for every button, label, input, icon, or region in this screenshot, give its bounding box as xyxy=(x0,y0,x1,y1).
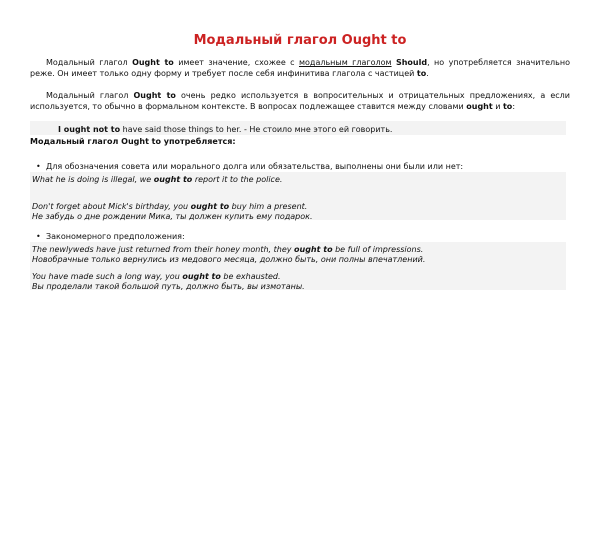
bold-term: ought to xyxy=(182,272,221,281)
bold-term: to xyxy=(502,102,513,111)
modal-verb-link[interactable]: модальным глаголом xyxy=(298,58,392,67)
text: The newlyweds have just returned from their honey month, they xyxy=(32,245,295,254)
list-item: • Для обозначения совета или морального долга или обязательства, выполнены они были или нет: xyxy=(36,162,464,171)
bold-term: ought xyxy=(466,102,493,111)
bold-term: ought to xyxy=(153,175,193,184)
text: What he is doing is illegal, we xyxy=(32,175,154,184)
text: have said those things to her. - Не стоило мне этого ей говорить. xyxy=(120,125,393,134)
text: Don't forget about Mick's birthday, you xyxy=(32,202,191,211)
page-title: Модальный глагол Ought to xyxy=(193,33,407,48)
text: : xyxy=(512,102,516,111)
text: Модальный глагол xyxy=(46,91,134,100)
list-item: • Закономерного предположения: xyxy=(36,232,185,241)
example-ru: Не забудь о дне рождении Мика, ты должен купить ему подарок. xyxy=(32,212,313,221)
example-en xyxy=(32,174,282,185)
bold-term: to xyxy=(416,69,427,78)
intro-paragraph xyxy=(30,57,570,79)
bold-term: Ought to xyxy=(132,58,174,67)
text: очень редко используется в вопросительных и отрицательных предложениях, а если используется, то обычно в формальном контексте. В вопросах подлежащее ставится между словами xyxy=(30,91,570,111)
text: имеет значение, схожее с xyxy=(173,58,299,67)
bold-term: Ought to xyxy=(133,91,176,100)
bold-term: Should xyxy=(395,58,428,67)
text: . xyxy=(426,69,429,78)
bold-term: ought to xyxy=(190,202,230,211)
bullet-text: Закономерного предположения: xyxy=(46,232,185,241)
example-ru: Новобрачные только вернулись из медового месяца, должно быть, они полны впечатлений. xyxy=(32,255,426,264)
bold-term: I ought not to xyxy=(58,125,121,134)
text: Модальный глагол xyxy=(46,58,133,67)
usage-heading: Модальный глагол Ought to употребляется: xyxy=(30,137,236,146)
text: , но употребляется значительно реже. Он имеет только одну форму и требует после себя инфинитива глагола с частицей xyxy=(30,58,570,78)
text: You have made such a long way, you xyxy=(32,272,183,281)
example-ru: Вы проделали такой большой путь, должно быть, вы измотаны. xyxy=(32,282,305,291)
bullet-text: Для обозначения совета или морального долга или обязательства, выполнены они были или нет: xyxy=(46,162,464,171)
text: buy him a present. xyxy=(229,202,308,211)
text: и xyxy=(492,102,503,111)
text: report it to the police. xyxy=(192,175,283,184)
text: be exhausted. xyxy=(220,272,281,281)
negative-example xyxy=(58,124,392,135)
bold-term: ought to xyxy=(294,245,333,254)
usage-paragraph xyxy=(30,90,570,112)
text: be full of impressions. xyxy=(332,245,424,254)
